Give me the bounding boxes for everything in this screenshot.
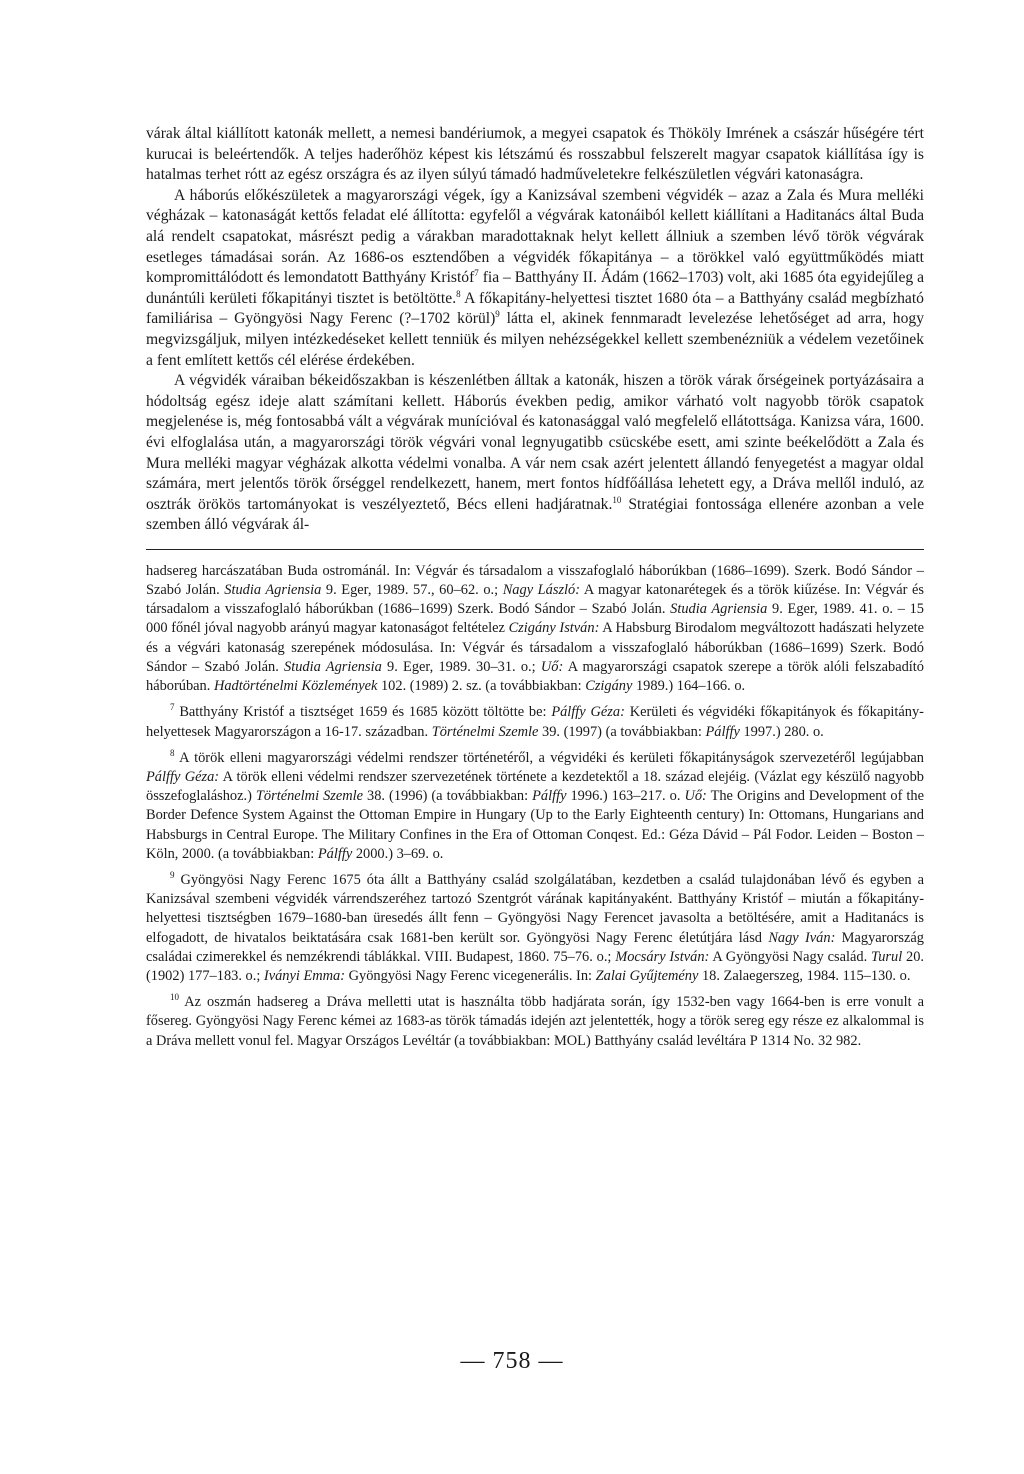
footnote-text: Magyarország családai czimerekkel és nemzékrendi táblákkal. VIII. Budapest, 1860. 75–76. o.; [146, 929, 924, 965]
footnote-text: Gyöngyösi Nagy Ferenc 1675 óta állt a Batthyány család szolgálatában, kezdetben a család tulajdonában lévő és egyben a Kanizsával szembeni végvidék várrendszeréhez tartozó Szentgrót várának kapitányaként. Batthyány Kristóf – miután a főkapitány-helyettesi tisztségben 1679–1680-ban üresedés állt fenn – Gyöngyösi Nagy Ferencet javasolta a betöltésére, amit a Haditanács is elfogadott, de hivatalos beiktatására csak 1681-ben került sor. Gyöngyösi Nagy Ferenc életútjára lásd [146, 871, 924, 946]
footnote-text: A magyarországi csapatok szerepe a török alóli felszabadító háborúban. [146, 658, 925, 695]
footnote-italic: Iványi Emma: [263, 967, 346, 984]
page-number: — 758 — [460, 1348, 564, 1374]
paragraph [146, 186, 924, 371]
footnote-italic: Czigány István: [508, 620, 600, 637]
footnote-text: The Origins and Development of the Border Defence System Against the Ottoman Empire in Hungary (Up to the Early Eighteenth century) In: Ottomans, Hungarians and Habsburgs in Central Europe. The Military Confines in the Era of Ottoman Conqest. Ed.: Géza Dávid – Pál Fodor. Leiden – Boston – Köln, 2000. (a továbbiakban: [146, 788, 925, 862]
footnote-ref: 8 [456, 288, 461, 299]
footnote-italic: Pálffy [532, 788, 567, 805]
footnote-italic: Történelmi Szemle [431, 723, 539, 740]
footnote-italic: Pálffy Géza: [551, 704, 625, 721]
footnote-text: 2000.) 3–69. o. [352, 845, 444, 862]
footnote-text: 102. (1989) 2. sz. (a továbbiakban: [377, 678, 586, 695]
main-text [146, 124, 924, 536]
footnote-italic: Uő: [540, 658, 564, 675]
footnote-text: A Habsburg Birodalom megváltozott hadászati helyzete és a végvári katonaság szerepének módosulása. In: Végvár és társadalom a visszafoglaló háborúkban (1686–1699) Szerk. Bodó Sándor – Szabó Jolán. [146, 620, 924, 675]
footnote-text: 1996.) 163–217. o. [566, 788, 685, 805]
footnote-text: A Gyöngyösi Nagy család. [709, 948, 871, 965]
paragraph-text: A háborús előkészületek a magyarországi végek, így a Kanizsával szembeni végvidék – azaz a Zala és Mura melléki végházak – katonaságát kettős feladat elé állította: egyfelől a végvárak katonáiból kellett kiállítani a Haditanács által Buda alá rendelt csapatokat, másrészt pedig a várakban maradottaknak helyt kellett állniuk a szemben lévő török végvárak esetleges támadásai során. Az 1686-os esztendőben a végvidék főkapitánya – a törökkel való együttműködés miatt kompromittálódott és lemondatott Batthyány Kristóf [146, 186, 924, 287]
footnote-number: 10 [170, 992, 179, 1003]
footnotes [146, 562, 924, 1051]
footnote-text: 1989.) 164–166. o. [632, 678, 746, 695]
paragraph [146, 371, 924, 536]
footnote-italic: Zalai Gyűjtemény [595, 967, 699, 984]
footnote-italic: Studia Agriensia [284, 658, 382, 675]
footnote-italic: Studia Agriensia [670, 601, 768, 618]
paragraph-text: A főkapitány-helyettesi tisztet 1680 óta – a Batthyány család megbízható familiárisa – Gyöngyösi Nagy Ferenc (?–1702 körül) [146, 289, 924, 328]
footnote-text: A török elleni védelmi rendszer szervezetének története a kezdetektől a 18. század elejéig. (Vázlat egy készülő nagyobb összefoglaláshoz.) [146, 768, 924, 805]
footnote-text: A török elleni magyarországi védelmi rendszer történetéről, a végvidéki és kerületi főkapitányságok szervezetéről legújabban [174, 749, 924, 766]
footnote-text: Gyöngyösi Nagy Ferenc vicegenerális. In: [345, 967, 596, 984]
footnote-number: 9 [170, 870, 175, 881]
paragraph [146, 124, 924, 186]
paragraph-text: A végvidék váraiban békeidőszakban is készenlétben álltak a katonák, hiszen a török várak őrségeinek portyázásaira a hódoltság egész ideje alatt számítani kellett. Háborús években pedig, amikor várható volt nagyobb török csapatok megjelenése is, még fontosabbá vált a végvárak munícióval és katonasággal való megfelelő ellátottsága. Kanizsa vára, 1600. évi elfoglalása után, a magyarországi török végvári vonal legnyugatibb csücskébe esett, ami szinte beékelődött a Zala és Mura melléki magyar végházak alkotta védelmi vonalba. A vár nem csak azért jelentett állandó fenyegetést a magyar oldal számára, mert jelentős török őrséggel rendelkezett, hanem, mert fontos hídfőállása lehetett egy, a Dráva mellől induló, az osztrák örökös tartományokat is veszélyeztető, Bécs elleni hadjáratnak. [146, 372, 924, 513]
footnote-ref: 7 [474, 267, 479, 278]
footnote-text: Batthyány Kristóf a tisztséget 1659 és 1685 között töltötte be: [174, 704, 552, 721]
footnote-italic: Turul [871, 948, 903, 965]
footnote-text: Kerületi és végvidéki főkapitányok és főkapitány-helyettesek Magyarországon a 16-17. században. [146, 704, 924, 740]
footnote-text: hadsereg harcászatában Buda ostrománál. In: Végvár és társadalom a visszafoglaló háborúkban (1686–1699). Szerk. Bodó Sándor – Szabó Jolán. [146, 562, 924, 599]
footnote-text: 1997.) 280. o. [739, 723, 824, 740]
footnote-ref: 10 [612, 494, 622, 505]
paragraph-text: fia – Batthyány II. Ádám (1662–1703) volt, aki 1685 óta egyidejűleg a dunántúli kerületi főkapitányi tisztet is betöltötte. [146, 269, 924, 307]
footnote-text: 38. (1996) (a továbbiakban: [363, 788, 533, 805]
footnote-italic: Uő: [684, 788, 707, 805]
footnote-italic: Pálffy [705, 723, 740, 740]
paragraph-text: várak által kiállított katonák mellett, a nemesi bandériumok, a megyei csapatok és Thököly Imrének a császár hűségére tért kurucai is beleértendők. A teljes haderőhöz képest kis létszámú és rosszabbul felszerelt magyar csapatok kiállítása így is hatalmas terhet rótt az egész országra és az ilyen súlyú támadó hadműveletekre felkészületlen végvári katonaságra. [146, 125, 924, 184]
footnote-9 [146, 871, 924, 986]
footnote-italic: Studia Agriensia [224, 582, 322, 599]
paragraph-text: Stratégiai fontossága ellenére azonban a vele szemben álló végvárak ál- [146, 495, 924, 534]
footnote-6-continued [146, 562, 924, 696]
footnote-text: 9. Eger, 1989. 30–31. o.; [381, 658, 541, 675]
footnote-italic: Hadtörténelmi Közlemények [213, 678, 378, 695]
footnote-text: 9. Eger, 1989. 41. o. – 15 000 főnél jóval nagyobb arányú magyar katonaságot feltételez [146, 601, 924, 637]
footnote-text: 39. (1997) (a továbbiakban: [538, 723, 706, 740]
footnote-text: 20. (1902) 177–183. o.; [146, 948, 924, 984]
paragraph-text: látta el, akinek fennmaradt levelezése lehetőséget ad arra, hogy megvizsgáljuk, milyen intézkedéseket kellett tenniük és milyen nehézségekkel kellett szembenézniük a védelem vezetőinek a fent említett kettős cél elérése érdekében. [146, 310, 924, 369]
footnote-number: 7 [170, 702, 175, 713]
footnote-italic: Mocsáry István: [615, 948, 710, 965]
footnote-separator [146, 549, 924, 550]
footnote-italic: Pálffy [317, 845, 353, 862]
footnote-10 [146, 993, 924, 1051]
footnote-8 [146, 749, 924, 864]
footnote-italic: Pálffy Géza: [146, 768, 220, 785]
footnote-text: 18. Zalaegerszeg, 1984. 115–130. o. [698, 967, 911, 984]
footnote-italic: Nagy László: [502, 582, 581, 599]
footnote-text: 9. Eger, 1989. 57., 60–62. o.; [321, 582, 503, 599]
footnote-7 [146, 703, 924, 741]
footnote-italic: Történelmi Szemle [255, 788, 364, 805]
footnote-text: Az oszmán hadsereg a Dráva melletti utat is használta több hadjárata során, így 1532-ben vagy 1664-ben is erre vonult a fősereg. Gyöngyösi Nagy Ferenc kémei az 1683-as török támadás idején azt jelentették, hogy a török sereg egy része ez alkalommal is a Dráva mellett vonul fel. Magyar Országos Levéltár (a továbbiakban: MOL) Batthyány család levéltára P 1314 No. 32 982. [146, 994, 924, 1049]
footnote-italic: Czigány [585, 678, 633, 695]
page-content [146, 124, 924, 1058]
footnote-italic: Nagy Iván: [768, 929, 836, 946]
footnote-text: A magyar katonarétegek és a török kiűzése. In: Végvár és társadalom a visszafoglaló háborúkban (1686–1699) Szerk. Bodó Sándor – Szabó Jolán. [146, 582, 925, 618]
footnote-ref: 9 [495, 309, 500, 320]
footnote-number: 8 [170, 747, 175, 758]
